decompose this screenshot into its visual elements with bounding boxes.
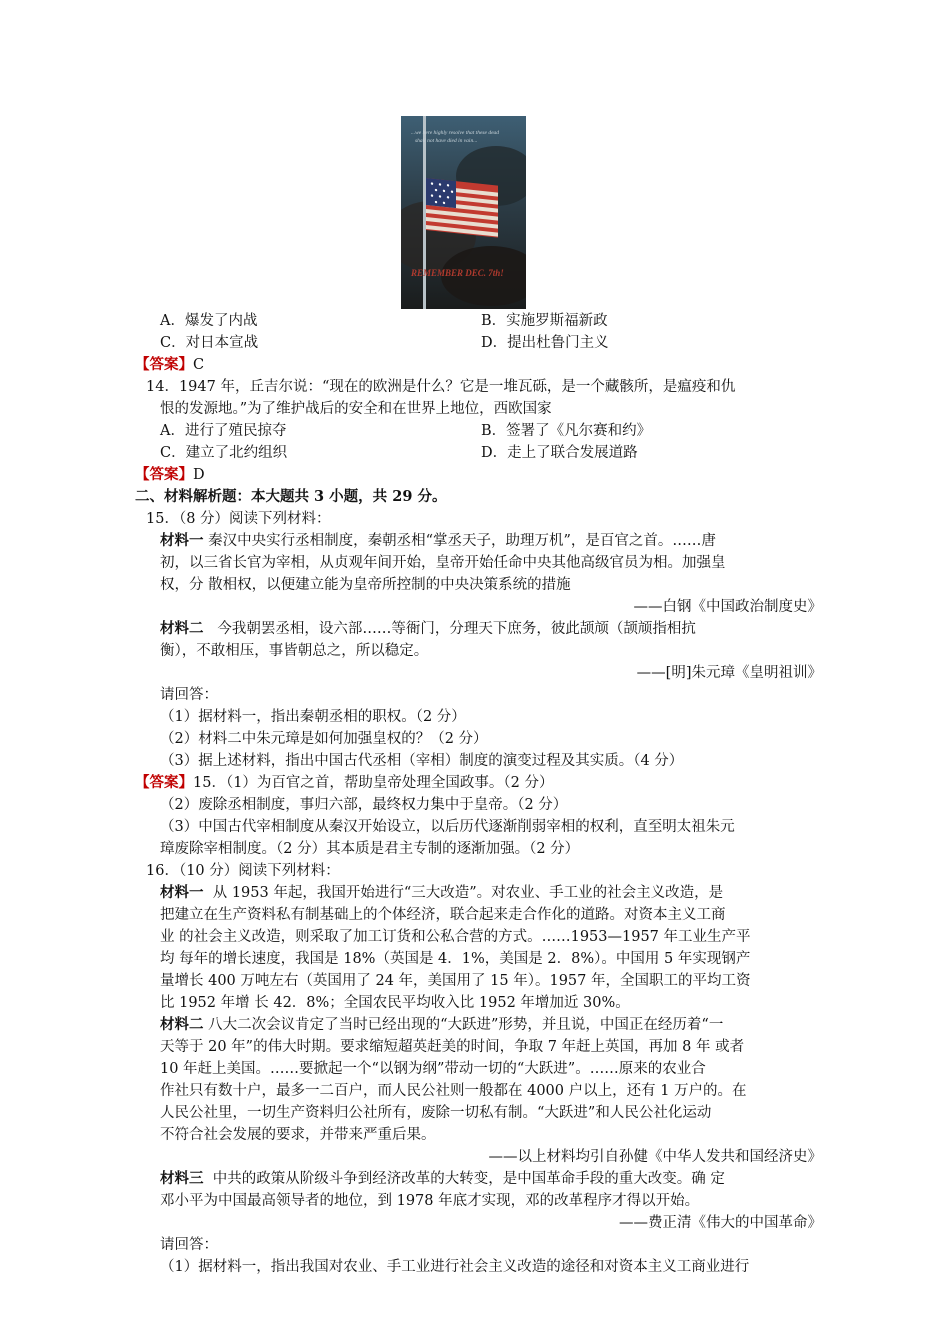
answer-label: 【答案】 <box>135 774 193 791</box>
q16-subquestion-1: （1）据材料一，指出我国对农业、手工业进行社会主义改造的途径和对资本主义工商业进行 <box>160 1259 750 1275</box>
q14-option-c: C．建立了北约组织 <box>160 445 288 461</box>
q15-subquestion-2: （2）材料二中朱元璋是如何加强皇权的？（2 分） <box>160 731 488 747</box>
q16-material1-line4: 均 每年的增长速度，我国是 18%（英国是 4．1%，美国是 2．8%）。中国用 5 年实现钢产 <box>160 951 751 967</box>
q16-material1-line3: 业 的社会主义改造，则采取了加工订货和公私合营的方式。……1953—1957 年工业生产平 <box>160 929 751 945</box>
q16-material3-line2: 邓小平为中国最高领导者的地位，到 1978 年底才实现，邓的改革程序才得以开始。 <box>160 1193 700 1209</box>
q14-option-b: B．签署了《凡尔赛和约》 <box>481 423 652 439</box>
answer-value: C <box>193 357 205 373</box>
q15-material2-line2: 衡），不敢相压，事皆朝总之，所以稳定。 <box>160 643 429 659</box>
q15-material1-line1 <box>160 531 716 551</box>
q15-answer-line3: （3）中国古代宰相制度从秦汉开始设立，以后历代逐渐削弱宰相的权利，直至明太祖朱元 <box>160 819 735 835</box>
q15-material1-line2: 初，以三省长官为宰相，从贞观年间开始，皇帝开始任命中央其他高级官员为相。加强皇 <box>160 555 726 571</box>
material-text: 中共的政策从阶级斗争到经济改革的大转变，是中国革命手段的重大改变。确 定 <box>212 1171 725 1187</box>
q15-answer-line4: 璋废除宰相制度。（2 分）其本质是君主专制的逐渐加强。（2 分） <box>160 841 580 857</box>
material-label: 材料二 <box>160 620 204 637</box>
q15-answer-line1 <box>135 773 554 793</box>
q16-ask: 请回答： <box>160 1237 218 1253</box>
answer-text: 15．（1）为百官之首，帮助皇帝处理全国政事。（2 分） <box>193 775 554 791</box>
q15-intro: 15．（8 分）阅读下列材料： <box>146 511 331 527</box>
q16-material2-line6: 不符合社会发展的要求，并带来严重后果。 <box>160 1127 436 1143</box>
q15-ask: 请回答： <box>160 687 218 703</box>
q16-material2-line3: 10 年赶上美国。……要掀起一个“以钢为纲”带动一切的“大跃进”。……原来的农业合 <box>160 1061 706 1077</box>
q16-material2-line1 <box>160 1015 723 1035</box>
material-label: 材料三 <box>160 1170 204 1187</box>
q16-material3-line1 <box>160 1169 725 1189</box>
q14-stem-line2: 恨的发源地。”为了维护战后的安全和在世界上地位，西欧国家 <box>160 401 552 417</box>
q15-material2-source: ——[明]朱元璋《皇明祖训》 <box>636 665 822 681</box>
answer-label: 【答案】 <box>135 466 193 483</box>
material-text: 秦汉中央实行丞相制度，秦朝丞相“掌丞天子，助理万机”，是百官之首。……唐 <box>208 533 716 549</box>
material-label: 材料二 <box>160 1016 204 1033</box>
q13-option-a: A．爆发了内战 <box>160 313 258 329</box>
q16-material2-line2: 天等于 20 年”的伟大时期。要求缩短超英赶美的时间，争取 7 年赶上英国，再加 8 年 或者 <box>160 1039 745 1055</box>
svg-text:...we here highly resolve that: ...we here highly resolve that these dead <box>411 130 500 136</box>
svg-text:shall not have died in vain...: shall not have died in vain... <box>415 138 478 144</box>
q16-intro: 16．（10 分）阅读下列材料： <box>146 863 340 879</box>
material-text: 八大二次会议肯定了当时已经出现的“大跃进”形势，并且说，中国正在经历着“一 <box>208 1017 724 1033</box>
q14-answer <box>135 465 205 485</box>
answer-label: 【答案】 <box>135 356 193 373</box>
q13-answer <box>135 355 204 375</box>
q16-material1-line5: 量增长 400 万吨左右（英国用了 24 年，美国用了 15 年）。1957 年，全国职工的平均工资 <box>160 973 751 989</box>
q13-option-b: B．实施罗斯福新政 <box>481 313 608 329</box>
q16-material1-line2: 把建立在生产资料私有制基础上的个体经济，联合起来走合作化的道路。对资本主义工商 <box>160 907 726 923</box>
material-label: 材料一 <box>160 532 204 549</box>
q16-material12-source: ——以上材料均引自孙健《中华人发共和国经济史》 <box>488 1149 822 1165</box>
q16-material3-source: ——费正清《伟大的中国革命》 <box>619 1215 822 1231</box>
q13-option-c: C．对日本宣战 <box>160 335 259 351</box>
pearl-harbor-poster-image <box>401 116 526 309</box>
q16-material1-line6: 比 1952 年增 长 42．8%；全国农民平均收入比 1952 年增加近 30%。 <box>160 995 630 1011</box>
material-text: 今我朝罢丞相，设六部……等衙门，分理天下庶务，彼此颉颃（颉颃指相抗 <box>217 621 696 637</box>
q14-option-d: D．走上了联合发展道路 <box>481 445 638 461</box>
q16-material2-line5: 人民公社里，一切生产资料归公社所有，废除一切私有制。“大跃进”和人民公社化运动 <box>160 1105 712 1121</box>
q13-option-d: D．提出杜鲁门主义 <box>481 335 609 351</box>
material-label: 材料一 <box>160 884 204 901</box>
q14-option-a: A．进行了殖民掠夺 <box>160 423 287 439</box>
material-text: 从 1953 年起，我国开始进行“三大改造”。对农业、手工业的社会主义改造，是 <box>212 885 724 901</box>
svg-text:REMEMBER DEC. 7th!: REMEMBER DEC. 7th! <box>411 268 504 278</box>
q15-subquestion-1: （1）据材料一，指出秦朝丞相的职权。（2 分） <box>160 709 466 725</box>
q15-answer-line2: （2）废除丞相制度，事归六部，最终权力集中于皇帝。（2 分） <box>160 797 568 813</box>
q15-material1-source: ——白钢《中国政治制度史》 <box>633 599 822 615</box>
answer-value: D <box>193 467 205 483</box>
q14-stem-line1: 14．1947 年，丘吉尔说：“现在的欧洲是什么？它是一堆瓦砾，是一个藏骸所，是瘟疫和仇 <box>146 379 736 395</box>
q15-material1-line3: 权，分 散相权，以便建立能为皇帝所控制的中央决策系统的措施 <box>160 577 571 593</box>
q15-material2-line1 <box>160 619 696 639</box>
section-heading: 二、材料解析题：本大题共 3 小题，共 29 分。 <box>135 488 447 505</box>
q16-material2-line4: 作社只有数十户，最多一二百户，而人民公社则一般都在 4000 户以上，还有 1 万户的。在 <box>160 1083 747 1099</box>
q15-subquestion-3: （3）据上述材料，指出中国古代丞相（宰相）制度的演变过程及其实质。（4 分） <box>160 753 684 769</box>
q16-material1-line1 <box>160 883 723 903</box>
